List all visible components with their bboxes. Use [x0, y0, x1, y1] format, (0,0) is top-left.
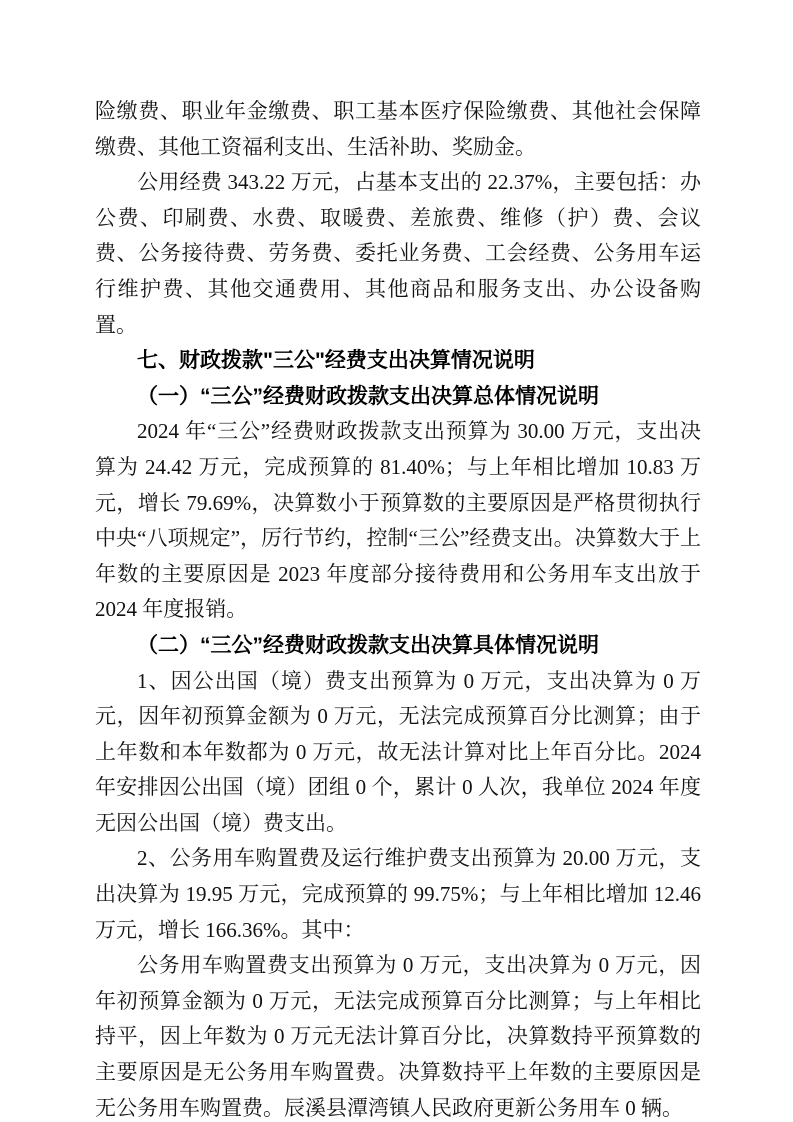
- subsection-heading-two-specific-situation: （二）“三公”经费财政拨款支出决算具体情况说明: [137, 633, 599, 657]
- subsection-heading-one-overall-situation: （一）“三公”经费财政拨款支出决算总体情况说明: [137, 384, 599, 408]
- paragraph-public-funds-breakdown: 公用经费 343.22 万元，占基本支出的 22.37%，主要包括：办公费、印刷费、水费、取暖费、差旅费、维修（护）费、会议费、公务接待费、劳务费、委托业务费、工会经费、公务用车运行维护费、其他交通费用、其他商品和服务支出、办公设备购置。: [95, 170, 701, 337]
- section-heading-seven-three-public-expenses: 七、财政拨款"三公"经费支出决算情况说明: [137, 349, 535, 373]
- paragraph-official-vehicle-expense-summary: 2、公务用车购置费及运行维护费支出预算为 20.00 万元，支出决算为 19.95 万元，完成预算的 99.75%；与上年相比增加 12.46 万元，增长 166.36%。其中：: [95, 846, 701, 942]
- paragraph-salary-welfare-continuation: 险缴费、职业年金缴费、职工基本医疗保险缴费、其他社会保障缴费、其他工资福利支出、生活补助、奖励金。: [95, 99, 701, 159]
- paragraph-vehicle-purchase-expense-detail: 公务用车购置费支出预算为 0 万元，支出决算为 0 万元，因年初预算金额为 0 万元，无法完成预算百分比测算；与上年相比持平，因上年数为 0 万元无法计算百分比，决算数持平预算数的主要原因是无公务用车购置费。决算数持平上年数的主要原因是无公务用车购置费。辰溪县潭湾镇人民政府更新公务用车 0 辆。: [95, 953, 701, 1120]
- document-body-text: [95, 94, 701, 1122]
- paragraph-overseas-travel-expense: 1、因公出国（境）费支出预算为 0 万元，支出决算为 0 万元，因年初预算金额为 0 万元，无法完成预算百分比测算；由于上年数和本年数都为 0 万元，故无法计算对比上年百分比。2024 年安排因公出国（境）团组 0 个，累计 0 人次，我单位 2024 年度无因公出国（境）费支出。: [95, 668, 701, 835]
- paragraph-overall-three-public-figures: 2024 年“三公”经费财政拨款支出预算为 30.00 万元，支出决算为 24.42 万元，完成预算的 81.40%；与上年相比增加 10.83 万元，增长 79.69%，决算数小于预算数的主要原因是严格贯彻执行中央“八项规定”，厉行节约，控制“三公”经费支出。决算数大于上年数的主要原因是 2023 年度部分接待费用和公务用车支出放于 2024 年度报销。: [95, 419, 701, 622]
